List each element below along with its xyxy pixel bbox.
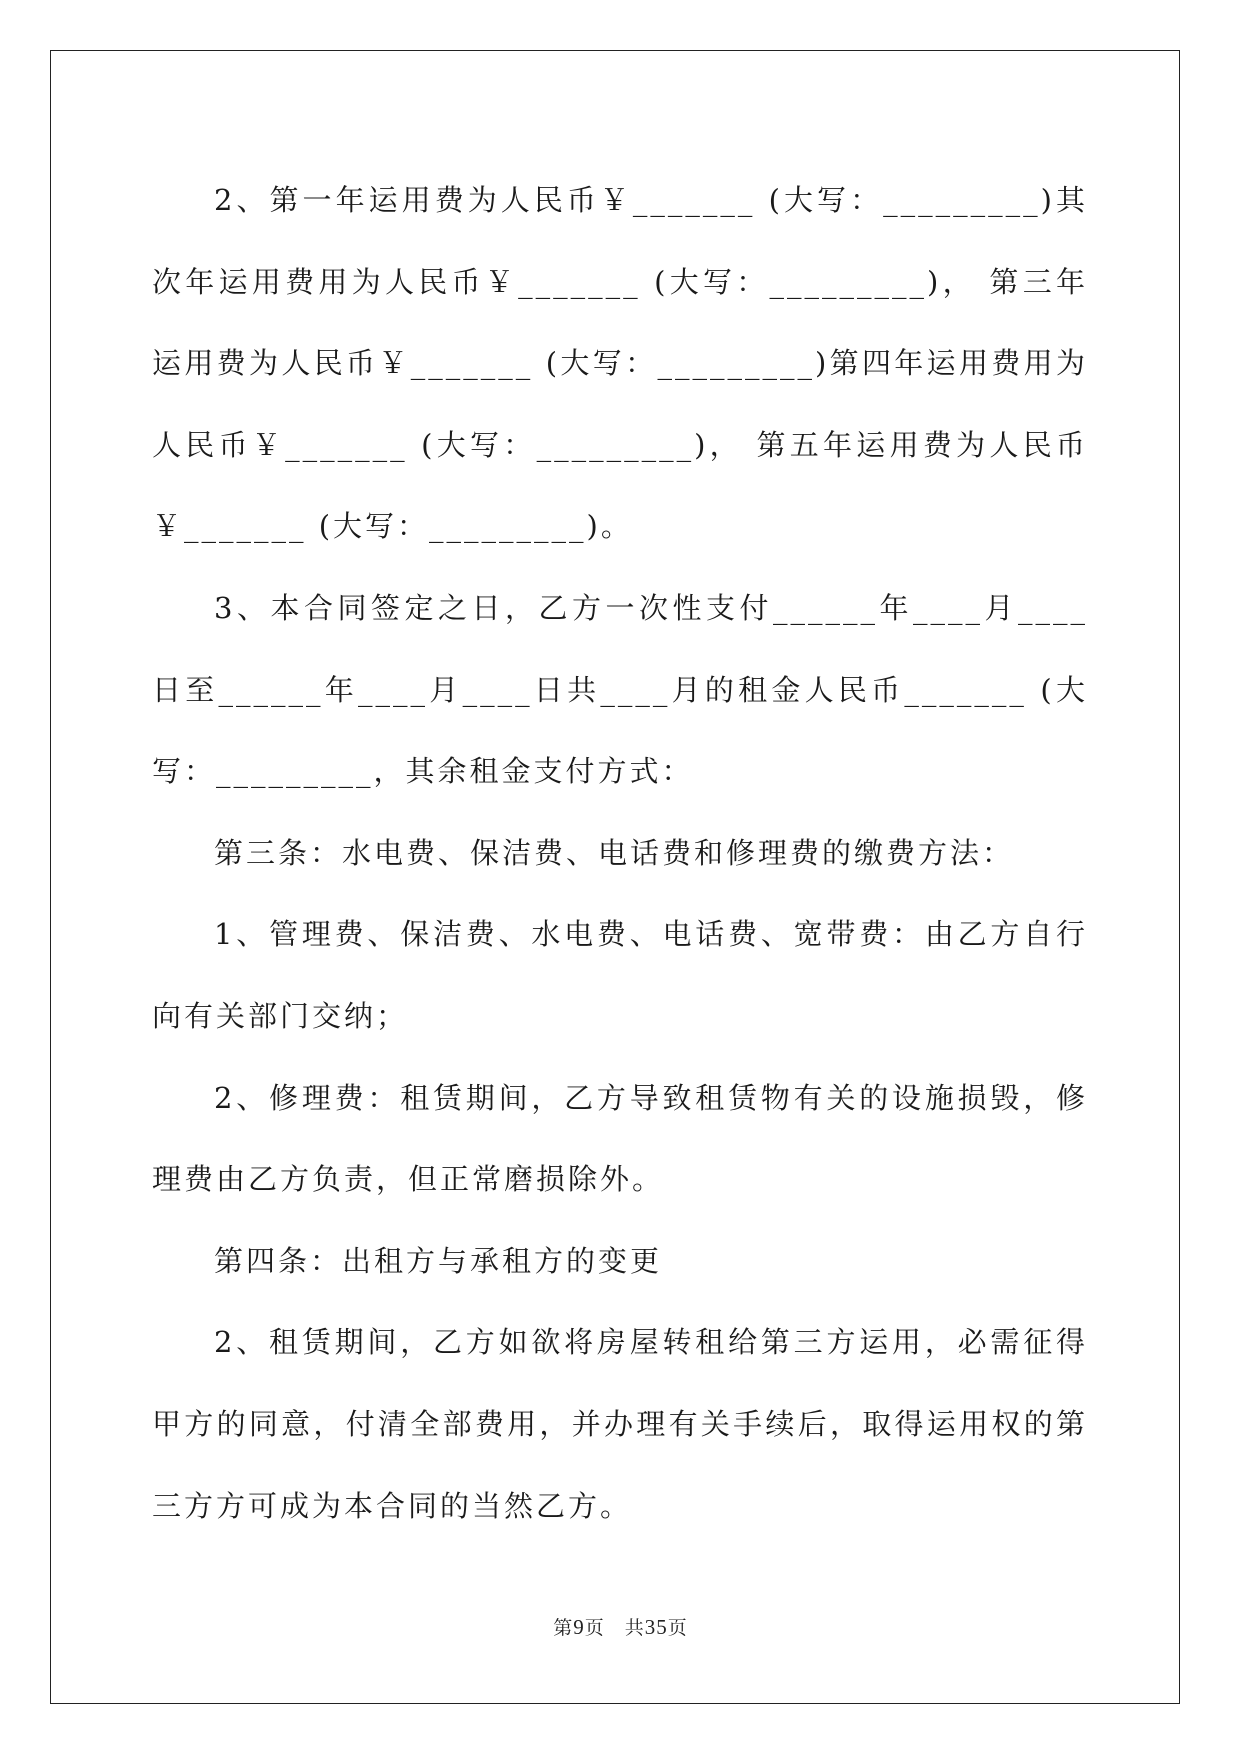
footer-page-number: 9 xyxy=(573,1615,585,1639)
paragraph-management-fees: 1、管理费、保洁费、水电费、电话费、宽带费：由乙方自行向有关部门交纳； xyxy=(152,917,1088,1033)
paragraph-repair-fees: 2、修理费：租赁期间，乙方导致租赁物有关的设施损毁，修理费由乙方负责，但正常磨损除外。 xyxy=(152,1080,1088,1197)
document-body xyxy=(152,160,1088,1547)
footer-mid: 页 共 xyxy=(584,1617,645,1639)
footer-total-pages: 35 xyxy=(644,1615,668,1639)
paragraph-payment: 3、本合同签定之日，乙方一次性支付______年____月____日至______年____月____日共____月的租金人民币_______ (大写：_________，其余租金支付方式： xyxy=(152,590,1088,789)
page-footer xyxy=(0,1613,1241,1640)
paragraph-sublease: 2、租赁期间，乙方如欲将房屋转租给第三方运用，必需征得甲方的同意，付清全部费用，并办理有关手续后，取得运用权的第三方方可成为本合同的当然乙方。 xyxy=(152,1325,1088,1523)
paragraph-article-4-heading: 第四条：出租方与承租方的变更 xyxy=(214,1243,663,1278)
paragraph-article-3-heading: 第三条：水电费、保洁费、电话费和修理费的缴费方法： xyxy=(214,835,1015,870)
paragraph-fee-schedule: 2、第一年运用费为人民币￥_______ (大写：_________)其次年运用费用为人民币￥_______ (大写：_________)， 第三年运用费为人民币￥_______ (大写：_________)第四年运用费用为人民币￥_______ (大写：_________)， 第五年运用费为人民币￥_______ (大写：_________)。 xyxy=(152,183,1088,544)
footer-prefix: 第 xyxy=(553,1617,574,1639)
footer-suffix: 页 xyxy=(667,1617,688,1639)
